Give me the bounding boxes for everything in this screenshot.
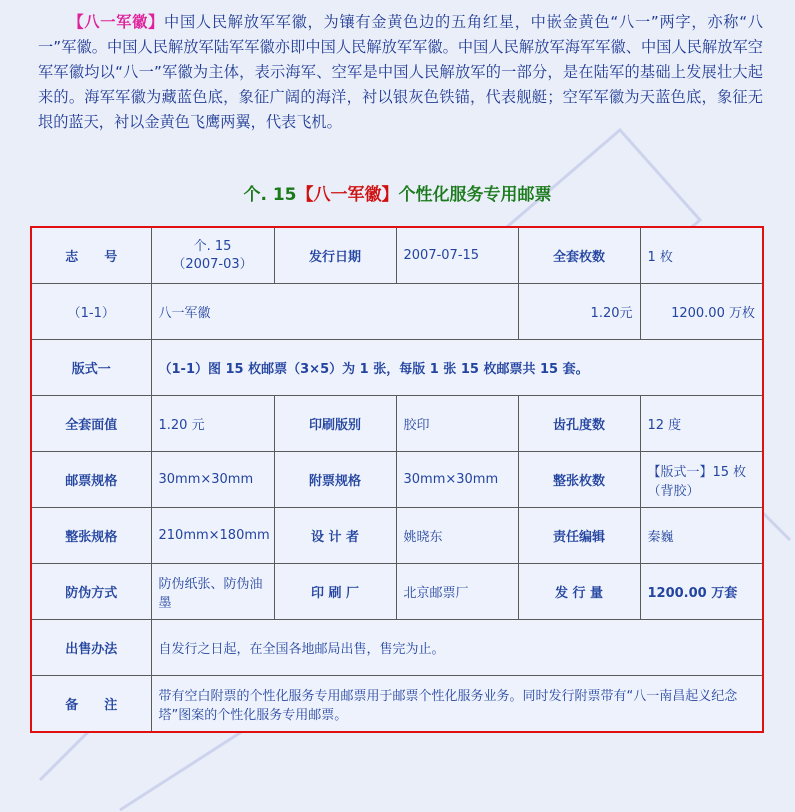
label-attachment-size: 附票规格 [274, 452, 396, 508]
format-text: （1-1）图 15 枚邮票（3×5）为 1 张，每版 1 张 15 枚邮票共 15 套。 [151, 340, 763, 396]
label-sheet-count: 整张枚数 [518, 452, 640, 508]
table-row [31, 227, 763, 284]
label-designer: 设 计 者 [274, 508, 396, 564]
label-perforation: 齿孔度数 [518, 396, 640, 452]
intro-label: 【八一军徽】 [68, 13, 165, 31]
security: 防伪纸张、防伪油墨 [151, 564, 274, 620]
stamp-price: 1.20元 [518, 284, 640, 340]
remarks: 带有空白附票的个性化服务专用邮票用于邮票个性化服务业务。同时发行附票带有“八一南昌起义纪念塔”图案的个性化服务专用邮票。 [151, 676, 763, 733]
table-row [31, 340, 763, 396]
stamp-size: 30mm×30mm [151, 452, 274, 508]
table-row [31, 452, 763, 508]
table-row [31, 284, 763, 340]
label-format: 版式一 [31, 340, 151, 396]
table-row [31, 396, 763, 452]
heading-suffix: 个性化服务专用邮票 [398, 185, 552, 205]
editor: 秦巍 [640, 508, 763, 564]
stamp-quantity: 1200.00 万枚 [640, 284, 763, 340]
print-method: 胶印 [396, 396, 518, 452]
label-sale-method: 出售办法 [31, 620, 151, 676]
label-stamp-size: 邮票规格 [31, 452, 151, 508]
set-count: 1 枚 [640, 227, 763, 284]
stamp-id [151, 227, 274, 284]
label-print-method: 印刷版别 [274, 396, 396, 452]
label-face-value: 全套面值 [31, 396, 151, 452]
table-row [31, 620, 763, 676]
label-id: 志 号 [31, 227, 151, 284]
intro-text: 中国人民解放军军徽，为镶有金黄色边的五角红星，中嵌金黄色“八一”两字，亦称“八一”军徽。中国人民解放军陆军军徽亦即中国人民解放军军徽。中国人民解放军海军军徽、中国人民解放军空军军徽均以“八一”军徽为主体，表示海军、空军是中国人民解放军的一部分，是在陆军的基础上发展壮大起来的。海军军徽为藏蓝色底，象征广阔的海洋，衬以银灰色铁锚，代表舰艇；空军军徽为天蓝色底，象征无垠的蓝天，衬以金黄色飞鹰两翼，代表飞机。 [38, 13, 764, 131]
stamp-code: （1-1） [31, 284, 151, 340]
sheet-count: 【版式一】15 枚（背胶） [640, 452, 763, 508]
face-value: 1.20 元 [151, 396, 274, 452]
label-remarks: 备 注 [31, 676, 151, 733]
label-security: 防伪方式 [31, 564, 151, 620]
stamp-name: 八一军徽 [151, 284, 518, 340]
designer: 姚晓东 [396, 508, 518, 564]
table-row [31, 676, 763, 733]
printer: 北京邮票厂 [396, 564, 518, 620]
issue-date: 2007-07-15 [396, 227, 518, 284]
issue-volume: 1200.00 万套 [640, 564, 763, 620]
label-printer: 印 刷 厂 [274, 564, 396, 620]
stamp-heading [0, 180, 795, 205]
stamp-id-number: 个. 15 [193, 238, 232, 254]
heading-prefix: 个. 15 [243, 185, 297, 205]
label-sheet-size: 整张规格 [31, 508, 151, 564]
label-issue-volume: 发 行 量 [518, 564, 640, 620]
stamp-info-table [30, 226, 764, 733]
stamp-id-year: （2007-03） [172, 256, 253, 272]
intro-paragraph [38, 10, 763, 135]
label-set-count: 全套枚数 [518, 227, 640, 284]
sale-method: 自发行之日起，在全国各地邮局出售，售完为止。 [151, 620, 763, 676]
label-issue-date: 发行日期 [274, 227, 396, 284]
table-row [31, 564, 763, 620]
sheet-size: 210mm×180mm [151, 508, 274, 564]
label-editor: 责任编辑 [518, 508, 640, 564]
perforation: 12 度 [640, 396, 763, 452]
attachment-size: 30mm×30mm [396, 452, 518, 508]
table-row [31, 508, 763, 564]
heading-title: 【八一军徽】 [296, 185, 399, 205]
